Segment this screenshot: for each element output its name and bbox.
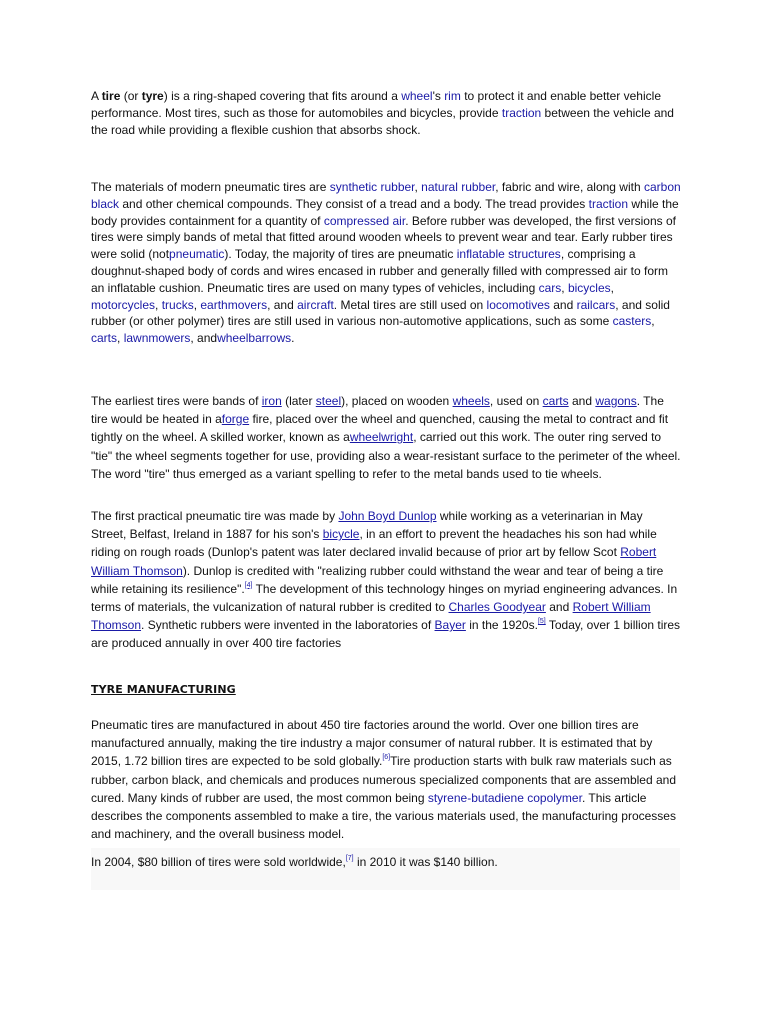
text: , xyxy=(117,331,124,346)
text: , xyxy=(155,297,162,312)
text: , and xyxy=(267,297,298,312)
text: . Metal tires are still used on xyxy=(333,297,487,312)
link-wagons[interactable]: wagons xyxy=(595,394,637,408)
materials-paragraph xyxy=(91,179,681,347)
text: . xyxy=(291,331,295,346)
link-rim[interactable]: rim xyxy=(444,89,461,103)
section-heading: TYRE MANUFACTURING xyxy=(91,683,236,696)
text: The first practical pneumatic tire was made by xyxy=(91,509,339,523)
link-trucks[interactable]: trucks xyxy=(161,297,194,312)
link-wheelbarrows[interactable]: wheelbarrows xyxy=(217,331,292,346)
link-bicycles[interactable]: bicycles xyxy=(567,280,611,295)
text: , comprising a doughnut-shaped body of cords and wires encased in rubber and generally filled with compressed air to form an inflatable cushion. Pneumatic tires are used on many types of vehicles, including xyxy=(91,247,668,295)
link-steel[interactable]: steel xyxy=(315,394,342,408)
link-wheels[interactable]: wheels xyxy=(452,394,490,408)
bold-term-tire: tire xyxy=(101,89,121,103)
text: (later xyxy=(281,394,316,408)
link-carbon-black[interactable]: carbon black xyxy=(91,180,681,211)
text: and xyxy=(568,394,596,408)
text: ) is a ring-shaped covering that fits around a xyxy=(163,89,402,103)
pneumatic-history-paragraph xyxy=(91,507,681,653)
link-natural-rubber[interactable]: natural rubber xyxy=(421,180,496,194)
text: fire, placed over the wheel and quenched, causing the metal to contract and fit tightly on the wheel. A skilled worker, known as a xyxy=(91,412,669,445)
link-railcars[interactable]: railcars xyxy=(576,297,616,312)
link-motorcycles[interactable]: motorcycles xyxy=(91,297,156,312)
text: A xyxy=(91,89,102,103)
link-bicycle[interactable]: bicycle xyxy=(322,527,360,542)
text: between the vehicle and the road while providing a flexible cushion that absorbs shock. xyxy=(91,105,674,137)
text: The materials of modern pneumatic tires are xyxy=(91,180,330,194)
text: (or xyxy=(120,89,142,103)
link-styrene-butadiene-copolymer[interactable]: styrene-butadiene copolymer xyxy=(427,790,582,805)
link-compressed-air[interactable]: compressed air xyxy=(323,213,406,228)
text: The earliest tires were bands of xyxy=(91,394,262,408)
link-carts[interactable]: carts xyxy=(91,331,118,346)
link-inflatable-structures[interactable]: inflatable structures xyxy=(456,247,561,262)
text: , xyxy=(414,180,422,194)
text: , carried out this work. The outer ring served to "tie" the wheel segments together for use, providing also a wear-resistant surface to the perimeter of the wheel. The word "tire" thus emerged as a variant spelling to refer to the metal bands used to tie wheels. xyxy=(91,430,681,481)
link-lawnmowers[interactable]: lawnmowers xyxy=(123,331,191,346)
text: Tire production starts with bulk raw materials such as rubber, carbon black, and chemicals and produces numerous specialized components that are assembled and cured. Many kinds of rubber are used, the most common being xyxy=(91,754,677,805)
manufacturing-paragraph xyxy=(91,716,681,843)
text: , used on xyxy=(489,394,543,408)
text: . Synthetic rubbers were invented in the laboratories of xyxy=(141,618,435,633)
bold-term-tyre: tyre xyxy=(141,89,164,103)
text: and other chemical compounds. They consist of a tread and a body. The tread provides xyxy=(119,196,589,211)
text: , and solid rubber (or other polymer) tires are still used in various non-automotive applications, such as some xyxy=(91,297,670,329)
link-traction[interactable]: traction xyxy=(501,105,542,120)
link-john-boyd-dunlop[interactable]: John Boyd Dunlop xyxy=(338,509,437,523)
link-locomotives[interactable]: locomotives xyxy=(486,297,550,312)
text: In 2004, $80 billion of tires were sold worldwide, xyxy=(91,855,346,869)
link-bayer[interactable]: Bayer xyxy=(434,618,466,633)
text: , in an effort to prevent the headaches his son had while riding on rough roads (Dunlop's patent was later declared invalid because of prior art by fellow Scot xyxy=(91,527,657,560)
link-robert-william-thomson[interactable]: Robert William Thomson xyxy=(91,545,657,578)
text: in 2010 it was $140 billion. xyxy=(353,855,498,869)
citation-6[interactable]: [6] xyxy=(382,754,391,762)
link-charles-goodyear[interactable]: Charles Goodyear xyxy=(448,600,546,615)
text: while the body provides containment for a quantity of xyxy=(91,196,679,228)
text: . Before rubber was developed, the first versions of tires were simply bands of metal that fitted around wooden wheels to prevent wear and tear. Early rubber tires were solid (not xyxy=(91,213,676,262)
link-forge[interactable]: forge xyxy=(221,412,250,427)
text: , xyxy=(561,280,568,295)
text: ). Dunlop is credited with "realizing rubber could withstand the wear and tear of being a tire while retaining its resilience". xyxy=(91,563,664,596)
link-carts[interactable]: carts xyxy=(542,394,569,408)
link-earthmovers[interactable]: earthmovers xyxy=(200,297,268,312)
text: ), placed on wooden xyxy=(341,394,453,408)
text: ). Today, the majority of tires are pneumatic xyxy=(224,247,457,262)
sales-note-box xyxy=(91,848,680,890)
link-wheel[interactable]: wheel xyxy=(401,89,433,103)
text: in the 1920s. xyxy=(465,618,538,633)
link-traction[interactable]: traction xyxy=(588,196,628,211)
link-wheelwright[interactable]: wheelwright xyxy=(349,430,414,445)
text: The development of this technology hinges on myriad engineering advances. In terms of materials, the vulcanization of natural rubber is credited to xyxy=(91,581,678,615)
text: while working as a veterinarian in May Street, Belfast, Ireland in 1887 for his son's xyxy=(91,509,643,542)
link-robert-william-thomson[interactable]: Robert William Thomson xyxy=(91,600,651,633)
citation-5[interactable]: [5] xyxy=(537,618,546,626)
history-paragraph xyxy=(91,392,681,483)
text: 's xyxy=(432,89,445,103)
link-aircraft[interactable]: aircraft xyxy=(297,297,334,312)
text: , and xyxy=(190,331,218,346)
text: Today, over 1 billion tires are produced annually in over 400 tire factories xyxy=(91,618,681,651)
text: Pneumatic tires are manufactured in about 450 tire factories around the world. Over one billion tires are manufactured annually, making the tire industry a major consumer of natural rubber. It is estimated that by 2015, 1.72 billion tires are expected to be sold globally. xyxy=(91,718,653,769)
text: , xyxy=(651,314,655,329)
text: , fabric and wire, along with xyxy=(495,180,644,194)
link-cars[interactable]: cars xyxy=(538,280,562,295)
link-iron[interactable]: iron xyxy=(261,394,282,408)
sales-paragraph xyxy=(91,854,498,870)
intro-paragraph xyxy=(91,88,681,138)
text: to protect it and enable better vehicle performance. Most tires, such as those for automobiles and bicycles, provide xyxy=(91,89,661,120)
text: , xyxy=(610,280,614,295)
text: . This article describes the components assembled to make a tire, the various materials used, the manufacturing processes and machinery, and the overall business model. xyxy=(91,790,676,842)
citation-4[interactable]: [4] xyxy=(244,581,253,589)
link-pneumatic[interactable]: pneumatic xyxy=(169,247,225,262)
text: and xyxy=(549,297,577,312)
text: , xyxy=(193,297,201,312)
link-casters[interactable]: casters xyxy=(612,314,652,329)
text: . The tire would be heated in a xyxy=(91,394,664,427)
link-synthetic-rubber[interactable]: synthetic rubber xyxy=(329,180,415,194)
citation-7[interactable]: [7] xyxy=(345,855,354,862)
text: and xyxy=(545,600,573,615)
